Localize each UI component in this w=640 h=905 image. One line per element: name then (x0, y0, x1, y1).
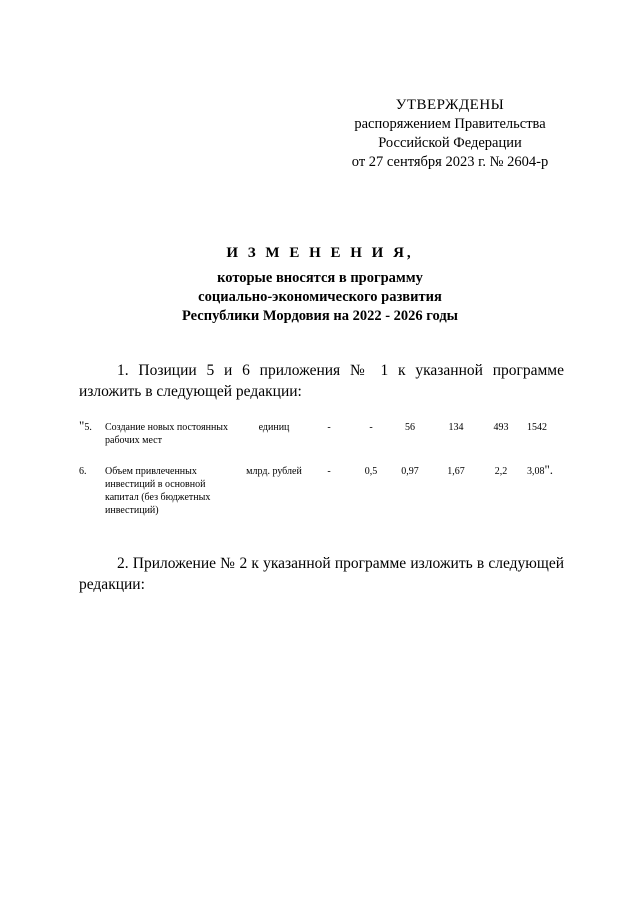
approval-title: УТВЕРЖДЕНЫ (395, 97, 505, 113)
row-number: 6. (79, 466, 87, 477)
row-value: 493 (493, 422, 509, 433)
row-value: 56 (405, 422, 415, 433)
heading-title: И З М Е Н Е Н И Я, (226, 245, 414, 261)
approval-line-2: Российской Федерации (378, 135, 522, 151)
paragraph-2 (79, 553, 564, 595)
row-value: - (327, 466, 331, 477)
heading-subtitle-3: Республики Мордовия на 2022 - 2026 годы (182, 308, 458, 324)
row-value: 0,5 (364, 466, 378, 477)
approval-line-3: от 27 сентября 2023 г. № 2604-р (351, 154, 549, 170)
row-value: - (369, 422, 373, 433)
approval-line-1: распоряжением Правительства (354, 116, 546, 132)
row-value: - (327, 422, 331, 433)
approval-block (330, 96, 570, 172)
paragraph-2-text: 2. Приложение № 2 к указанной программе изложить в следующей редакции: (79, 555, 564, 593)
row-unit: единиц (258, 422, 290, 433)
row-value: 1542 (527, 422, 547, 433)
heading-subtitle-2: социально-экономического развития (198, 289, 442, 305)
row-value: 1,67 (447, 466, 465, 477)
row-number: "5. (79, 418, 92, 433)
document-heading (0, 243, 640, 326)
paragraph-1-text: 1. Позиции 5 и 6 приложения № 1 к указанной программе изложить в следующей редакции: (79, 362, 564, 400)
row-name: Объем привлеченных инвестиций в основной капитал (без бюджетных инвестиций) (105, 466, 211, 516)
row-value: 134 (448, 422, 464, 433)
close-quote: ". (544, 462, 554, 477)
row-unit: млрд. рублей (246, 466, 302, 477)
row-value-last: 3,08". (527, 462, 554, 477)
row-value: 2,2 (494, 466, 508, 477)
paragraph-1 (79, 360, 564, 402)
heading-subtitle-1: которые вносятся в программу (217, 270, 423, 286)
open-quote: " (79, 418, 85, 433)
row-value: 0,97 (401, 466, 419, 477)
row-name: Создание новых постоянных рабочих мест (105, 422, 229, 446)
